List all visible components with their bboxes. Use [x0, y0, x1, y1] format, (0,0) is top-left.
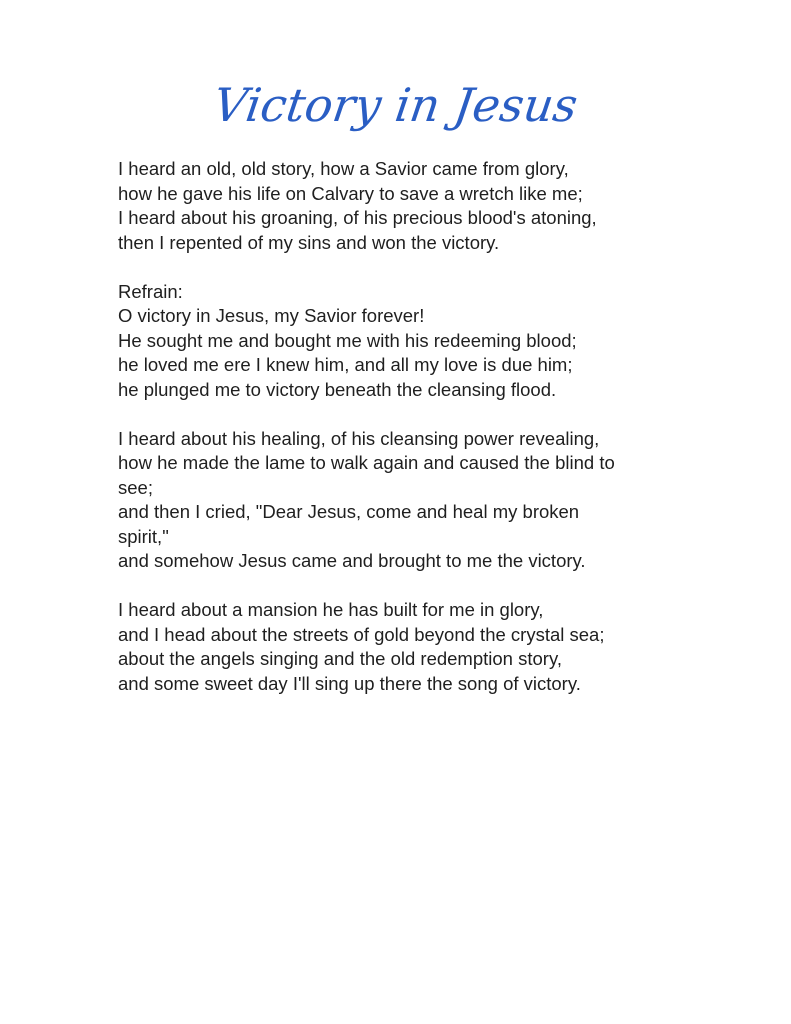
refrain: [118, 280, 718, 403]
lyric-line: he plunged me to victory beneath the cleansing flood.: [118, 378, 557, 400]
stanza-gap: [118, 402, 718, 427]
lyric-line: I heard about a mansion he has built for me in glory,: [118, 599, 544, 620]
verse-1: [118, 157, 718, 255]
refrain-label: Refrain:: [118, 280, 183, 302]
verse-3: [118, 598, 718, 696]
lyric-line: about the angels singing and the old redemption story,: [118, 648, 562, 669]
lyric-line: and then I cried, "Dear Jesus, come and heal my broken: [118, 501, 580, 522]
page-title: Victory in Jesus: [210, 78, 581, 132]
lyric-line: spirit,": [118, 525, 169, 547]
hymn-lyrics: [118, 157, 718, 696]
lyric-line: how he gave his life on Calvary to save a wretch like me;: [118, 182, 583, 204]
lyric-line: I heard about his healing, of his cleansing power revealing,: [118, 427, 600, 449]
lyric-line: He sought me and bought me with his redeeming blood;: [118, 329, 577, 351]
lyric-line: he loved me ere I knew him, and all my love is due him;: [118, 354, 573, 375]
lyric-line: and I head about the streets of gold beyond the crystal sea;: [118, 623, 605, 645]
stanza-gap: [118, 255, 718, 280]
lyric-line: and somehow Jesus came and brought to me the victory.: [118, 550, 586, 571]
lyric-line: see;: [118, 476, 153, 498]
lyric-line: then I repented of my sins and won the victory.: [118, 231, 500, 253]
lyric-line: O victory in Jesus, my Savior forever!: [118, 305, 425, 326]
stanza-gap: [118, 574, 718, 599]
lyric-line: I heard about his groaning, of his precious blood's atoning,: [118, 207, 597, 228]
verse-2: [118, 427, 718, 574]
lyric-line: how he made the lame to walk again and caused the blind to: [118, 452, 615, 473]
lyric-line: and some sweet day I'll sing up there the song of victory.: [118, 672, 581, 694]
lyric-line: I heard an old, old story, how a Savior came from glory,: [118, 158, 569, 179]
